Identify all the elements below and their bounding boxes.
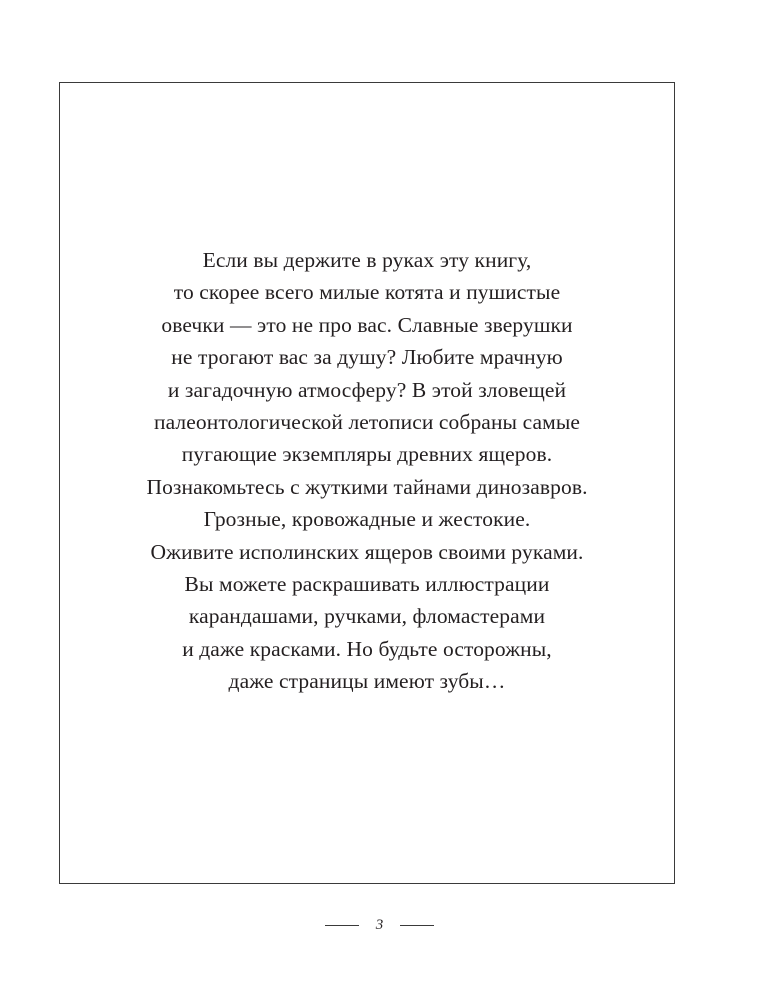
text-line: Познакомьтесь с жуткими тайнами динозавров.: [146, 474, 588, 499]
page-number: 3: [375, 916, 384, 933]
footer-rule-right: [400, 925, 434, 926]
footer-rule-left: [325, 925, 359, 926]
text-line: даже страницы имеют зубы…: [228, 669, 506, 694]
text-line: палеонтологической летописи собраны самые: [153, 410, 581, 435]
text-line: карандашами, ручками, фломастерами: [188, 604, 546, 629]
body-text: [59, 244, 675, 698]
text-line: пугающие экземпляры древних ящеров.: [181, 442, 553, 467]
text-line: не трогают вас за душу? Любите мрачную: [171, 345, 563, 370]
text-line: Оживите исполинских ящеров своими руками.: [150, 539, 584, 564]
text-line: Вы можете раскрашивать иллюстрации: [184, 572, 550, 597]
text-line: и загадочную атмосферу? В этой зловещей: [167, 377, 567, 402]
page-footer: [0, 913, 759, 937]
text-line: Грозные, кровожадные и жестокие.: [203, 507, 531, 532]
text-line: овечки — это не про вас. Славные зверушки: [161, 312, 573, 337]
text-line: и даже красками. Но будьте осторожны,: [182, 636, 552, 661]
text-line: Если вы держите в руках эту книгу,: [202, 248, 532, 272]
text-line: то скорее всего милые котята и пушистые: [173, 280, 561, 305]
